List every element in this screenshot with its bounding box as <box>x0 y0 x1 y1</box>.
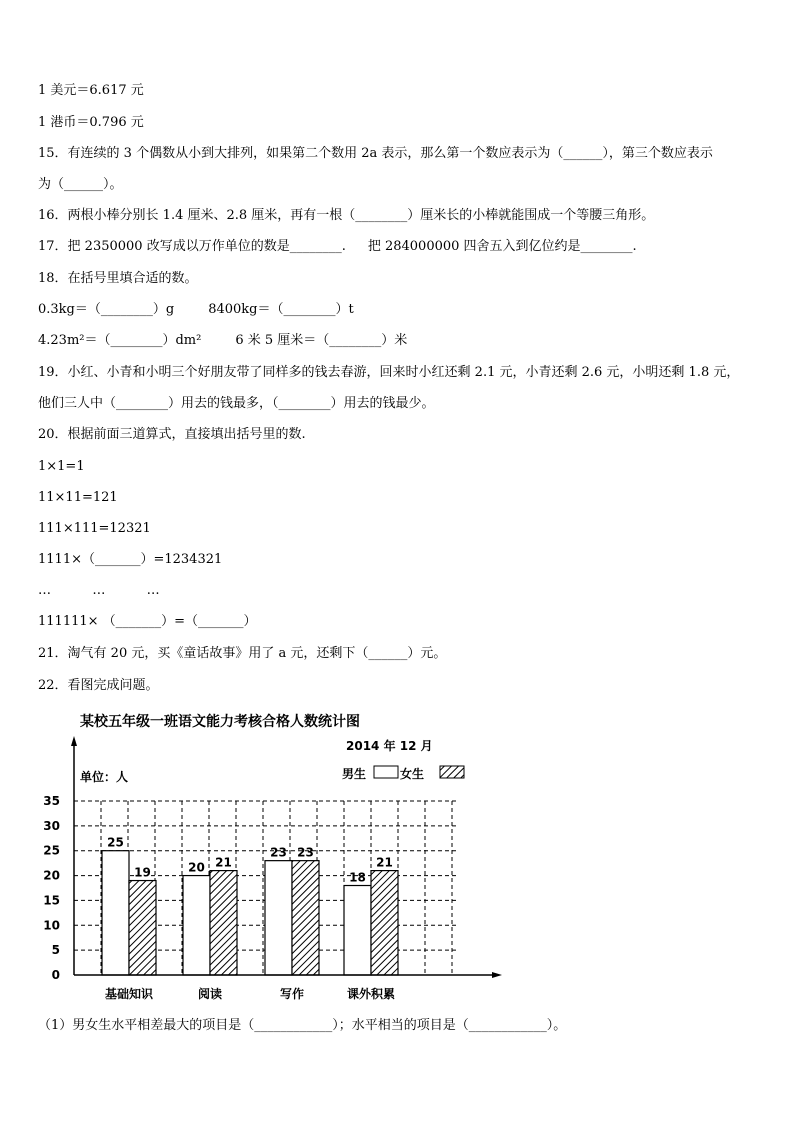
q19-line-1: 19．小红、小青和小明三个好朋友带了同样多的钱去春游，回来时小红还剩 2.1 元，小青还剩 2.6 元，小明还剩 1.8 元， <box>38 365 740 380</box>
q20-eq-3: 111×111=12321 <box>38 521 151 536</box>
chart-unit-label: 单位：人 <box>80 770 129 784</box>
y-tick-label: 35 <box>43 794 60 808</box>
bar <box>265 861 292 975</box>
y-tick-label: 10 <box>43 918 60 933</box>
chart-title: 某校五年级一班语文能力考核合格人数统计图 <box>80 714 360 730</box>
bar <box>371 871 398 975</box>
bar-chart <box>30 706 510 1006</box>
bar-value-label: 18 <box>349 870 366 885</box>
q22-part-1: （1）男女生水平相差最大的项目是（____________）；水平相当的项目是（____________）。 <box>38 1018 567 1033</box>
y-tick-label: 15 <box>43 893 60 908</box>
legend-swatch <box>440 766 464 778</box>
bar <box>129 881 156 975</box>
q17-part-b: 把 284000000 四舍五入到亿位约是________. <box>367 239 637 254</box>
y-tick-label: 0 <box>51 968 60 982</box>
q20: 20．根据前面三道算式，直接填出括号里的数. <box>38 427 306 442</box>
x-tick-label: 写作 <box>279 987 305 1001</box>
y-tick-label: 5 <box>51 943 60 958</box>
q18-item-1: 0.3kg＝（________）g <box>38 302 175 317</box>
x-tick-label: 课外积累 <box>346 987 396 1001</box>
chart-bars <box>102 836 398 975</box>
bar <box>102 851 129 975</box>
legend-label: 男生 <box>342 767 367 781</box>
q18-row-2 <box>38 332 407 350</box>
q18-item-3: 4.23m²＝（________）dm² <box>38 333 202 348</box>
chart-subtitle: 2014 年 12 月 <box>346 739 433 753</box>
q19-line-2: 他们三人中（________）用去的钱最多，（________）用去的钱最少。 <box>38 396 435 411</box>
x-tick-label: 基础知识 <box>104 987 154 1001</box>
q17 <box>38 238 637 256</box>
y-tick-label: 20 <box>43 868 60 883</box>
q20-eq-6: 111111× （_______）=（_______） <box>38 614 257 629</box>
q20-eq-1: 1×1=1 <box>38 459 85 474</box>
bar <box>183 876 210 975</box>
y-tick-label: 25 <box>43 843 60 858</box>
q20-eq-4: 1111×（_______）=1234321 <box>38 552 223 567</box>
bar <box>344 886 371 975</box>
chart-legend <box>342 766 464 781</box>
legend-label: 女生 <box>400 767 425 781</box>
bar-value-label: 21 <box>215 855 232 870</box>
q22: 22．看图完成问题。 <box>38 678 159 693</box>
q18-item-2: 8400kg＝（________）t <box>208 302 354 317</box>
bar <box>292 861 319 975</box>
legend-swatch <box>374 766 398 778</box>
q21: 21．淘气有 20 元，买《童话故事》用了 a 元，还剩下（______）元。 <box>38 646 447 661</box>
q15-line-2: 为（______）。 <box>38 177 123 192</box>
bar-value-label: 23 <box>270 845 287 860</box>
bar-value-label: 20 <box>188 860 205 875</box>
q18: 18．在括号里填合适的数。 <box>38 271 198 286</box>
q15-line-1: 15．有连续的 3 个偶数从小到大排列，如果第二个数用 2a 表示，那么第一个数应表示为（______），第三个数应表示 <box>38 146 713 161</box>
bar-value-label: 21 <box>376 855 393 870</box>
q17-part-a: 17．把 2350000 改写成以万作单位的数是________. <box>38 239 346 254</box>
bar-value-label: 25 <box>107 835 124 850</box>
line-hkd: 1 港币＝0.796 元 <box>38 115 144 130</box>
q16: 16．两根小棒分别长 1.4 厘米、2.8 厘米，再有一根（________）厘米长的小棒就能围成一个等腰三角形。 <box>38 208 655 223</box>
q20-ellipsis: … … … <box>38 583 160 598</box>
bar-value-label: 19 <box>134 865 151 880</box>
q18-row-1 <box>38 301 354 319</box>
q18-item-4: 6 米 5 厘米＝（________）米 <box>235 333 408 348</box>
q20-eq-2: 11×11=121 <box>38 490 118 505</box>
bar-value-label: 23 <box>297 845 314 860</box>
y-tick-label: 30 <box>43 818 60 833</box>
bar <box>210 871 237 975</box>
x-tick-label: 阅读 <box>197 987 223 1001</box>
line-usd: 1 美元＝6.617 元 <box>38 83 144 98</box>
